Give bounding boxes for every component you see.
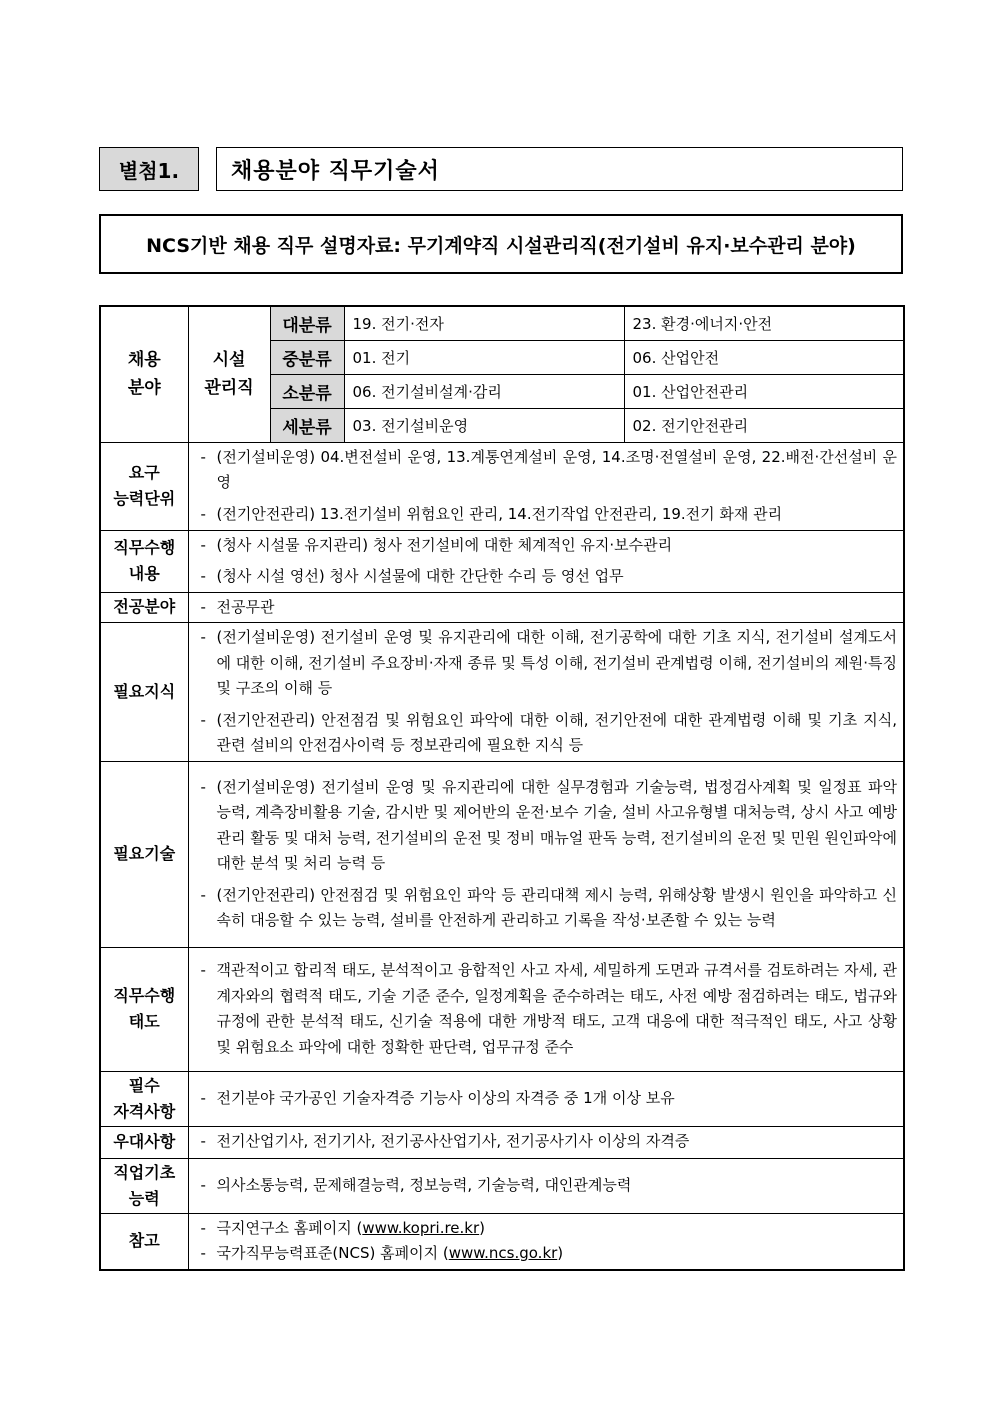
item-text: 전기분야 국가공인 기술자격증 기능사 이상의 자격증 중 1개 이상 보유 <box>216 1088 675 1107</box>
section-label: 필수 자격사항 <box>100 1071 188 1126</box>
section-content <box>188 1071 904 1126</box>
list-item <box>201 775 898 877</box>
section-label: 참고 <box>100 1213 188 1270</box>
dash-bullet: - <box>200 504 206 523</box>
homepage-link[interactable]: www.ncs.go.kr <box>448 1244 558 1262</box>
list-item <box>201 595 898 621</box>
section-label: 우대사항 <box>100 1126 188 1158</box>
section-row <box>100 1071 904 1126</box>
document-subtitle: NCS기반 채용 직무 설명자료: 무기계약직 시설관리직(전기설비 유지·보수관리 분야) <box>99 214 903 274</box>
item-text: 극지연구소 홈페이지 (www.kopri.re.kr) <box>216 1218 486 1237</box>
page-title: 채용분야 직무기술서 <box>216 147 903 191</box>
item-text: 전공무관 <box>216 597 275 616</box>
list-item <box>201 1173 898 1199</box>
category-name: 대분류 <box>270 306 344 340</box>
section-row <box>100 1126 904 1158</box>
dash-bullet: - <box>200 567 206 585</box>
list-item <box>201 533 898 559</box>
category-value-b: 02. 전기안전관리 <box>624 408 904 442</box>
dash-bullet: - <box>200 597 206 616</box>
item-text: 국가직무능력표준(NCS) 홈페이지 (www.ncs.go.kr) <box>216 1244 564 1262</box>
dash-bullet: - <box>200 447 206 466</box>
item-text: (전기안전관리) 13.전기설비 위험요인 관리, 14.전기작업 안전관리, 19.전기 화재 관리 <box>216 504 783 523</box>
dash-bullet: - <box>200 1218 206 1237</box>
list-item <box>201 502 898 528</box>
item-text: (전기안전관리) 안전점검 및 위험요인 파악 등 관리대책 제시 능력, 위해상황 발생시 원인을 파악하고 신속히 대응할 수 있는 능력, 설비를 안전하게 관리하고 기록을 작성·보존할 수 있는 능력 <box>216 885 897 929</box>
dash-bullet: - <box>200 961 206 979</box>
dash-bullet: - <box>200 885 206 904</box>
category-value-a: 03. 전기설비운영 <box>344 408 624 442</box>
category-value-b: 06. 산업안전 <box>624 340 904 374</box>
appendix-tag: 별첨1. <box>99 147 199 191</box>
item-text: 객관적이고 합리적 태도, 분석적이고 융합적인 사고 자세, 세밀하게 도면과 규격서를 검토하려는 자세, 관계자와의 협력적 태도, 기술 기준 준수, 일정계획을 준수하려는 태도, 사전 예방 점검하려는 태도, 법규와 규정에 관한 분석적 태도, 신기술 적용에 대한 개방적 태도, 고객 대응에 대한 적극적인 태도, 사고 상황 및 위험요소 파악에 대한 정확한 판단력, 업무규정 준수 <box>216 961 897 1056</box>
dash-bullet: - <box>200 710 206 729</box>
category-value-a: 06. 전기설비설계·감리 <box>344 374 624 408</box>
dash-bullet: - <box>200 1088 206 1107</box>
list-item <box>201 625 898 702</box>
homepage-link[interactable]: www.kopri.re.kr <box>362 1218 480 1237</box>
recruit-field-label <box>100 306 188 442</box>
category-value-b: 23. 환경·에너지·안전 <box>624 306 904 340</box>
item-text: 전기산업기사, 전기기사, 전기공사산업기사, 전기공사기사 이상의 자격증 <box>216 1132 690 1151</box>
category-value-a: 01. 전기 <box>344 340 624 374</box>
item-text: (전기설비운영) 전기설비 운영 및 유지관리에 대한 이해, 전기공학에 대한 기초 지식, 전기설비 설계도서에 대한 이해, 전기설비 주요장비·자재 종류 및 특성 이해, 전기설비 관계법령 이해, 전기설비의 제원·특징 및 구조의 이해 등 <box>216 628 897 697</box>
dash-bullet: - <box>200 1244 206 1262</box>
section-label: 직무수행 내용 <box>100 530 188 592</box>
reference-content <box>188 1213 904 1270</box>
recruit-row <box>100 306 904 340</box>
list-item <box>201 445 898 496</box>
list-item <box>201 564 898 590</box>
section-label: 필요지식 <box>100 623 188 762</box>
recruit-label-text: 채용 분야 <box>127 350 161 399</box>
section-label: 전공분야 <box>100 592 188 623</box>
item-text: 의사소통능력, 문제해결능력, 정보능력, 기술능력, 대인관계능력 <box>216 1175 632 1194</box>
reference-item <box>201 1241 898 1267</box>
section-row <box>100 1213 904 1270</box>
item-text: (전기안전관리) 안전점검 및 위험요인 파악에 대한 이해, 전기안전에 대한 관계법령 이해 및 기초 지식, 관련 설비의 안전검사이력 등 정보관리에 필요한 지식 등 <box>216 710 897 754</box>
item-text: (청사 시설물 유지관리) 청사 전기설비에 대한 체계적인 유지·보수관리 <box>216 535 673 554</box>
section-content <box>188 623 904 762</box>
dash-bullet: - <box>200 628 206 646</box>
item-text: (전기설비운영) 04.변전설비 운영, 13.계통연계설비 운영, 14.조명·전열설비 운영, 22.배전·간선설비 운영 <box>216 447 897 492</box>
item-text: (청사 시설 영선) 청사 시설물에 대한 간단한 수리 등 영선 업무 <box>216 567 624 585</box>
section-row <box>100 1158 904 1213</box>
category-name: 중분류 <box>270 340 344 374</box>
section-row <box>100 623 904 762</box>
list-item <box>201 708 898 759</box>
category-name: 세분류 <box>270 408 344 442</box>
list-item <box>201 958 898 1060</box>
list-item <box>201 1129 898 1155</box>
section-row <box>100 530 904 592</box>
section-label: 요구 능력단위 <box>100 442 188 530</box>
dash-bullet: - <box>200 535 206 554</box>
list-item <box>201 1086 898 1112</box>
section-content <box>188 761 904 947</box>
section-row <box>100 592 904 623</box>
section-content <box>188 592 904 623</box>
category-name: 소분류 <box>270 374 344 408</box>
section-label: 직업기초 능력 <box>100 1158 188 1213</box>
section-row <box>100 947 904 1071</box>
reference-item <box>201 1216 898 1242</box>
job-type-label <box>188 306 270 442</box>
section-row <box>100 442 904 530</box>
category-value-b: 01. 산업안전관리 <box>624 374 904 408</box>
section-label: 직무수행 태도 <box>100 947 188 1071</box>
section-row <box>100 761 904 947</box>
section-content <box>188 1158 904 1213</box>
section-content <box>188 1126 904 1158</box>
dash-bullet: - <box>200 1175 206 1194</box>
section-label: 필요기술 <box>100 761 188 947</box>
list-item <box>201 883 898 934</box>
section-content <box>188 530 904 592</box>
item-text: (전기설비운영) 전기설비 운영 및 유지관리에 대한 실무경험과 기술능력, 법정검사계획 및 일정표 파악 능력, 계측장비활용 기술, 감시반 및 제어반의 운전·보수 기술, 설비 사고유형별 대처능력, 상시 사고 예방관리 활동 및 대처 능력, 전기설비의 운전 및 정비 매뉴얼 판독 능력, 전기설비의 운전 및 민원 원인파악에 대한 분석 및 처리 능력 등 <box>216 777 897 872</box>
job-description-table <box>99 305 905 1271</box>
job-type-text: 시설 관리직 <box>204 350 254 399</box>
section-content <box>188 442 904 530</box>
section-content <box>188 947 904 1071</box>
dash-bullet: - <box>200 777 206 796</box>
dash-bullet: - <box>200 1132 206 1151</box>
category-value-a: 19. 전기·전자 <box>344 306 624 340</box>
